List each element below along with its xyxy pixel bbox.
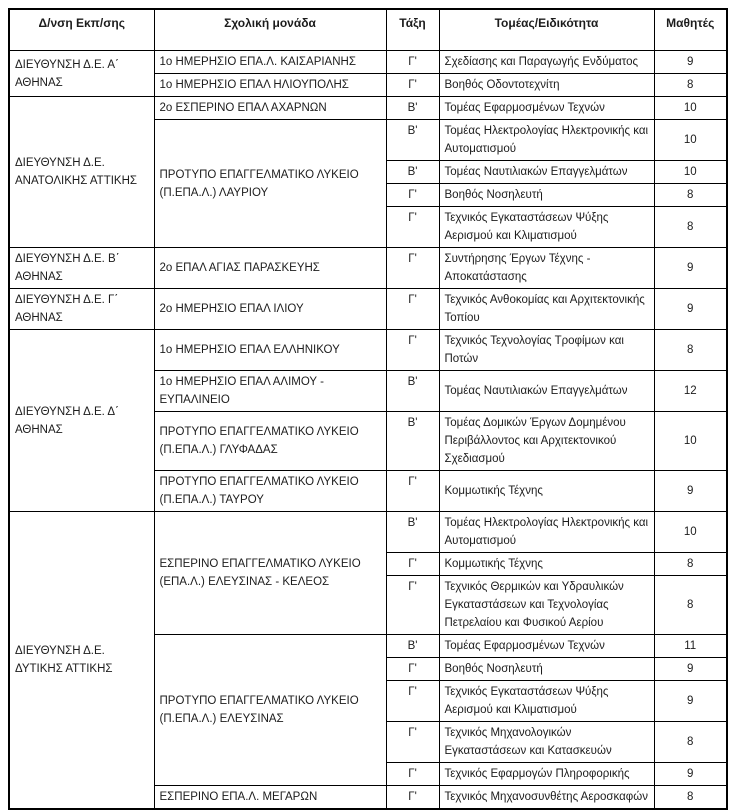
students-cell: 9 (654, 248, 727, 289)
students-cell: 8 (654, 786, 727, 810)
school-cell: 2ο ΕΣΠΕΡΙΝΟ ΕΠΑΛ ΑΧΑΡΝΩΝ (154, 97, 386, 120)
table-row (9, 97, 727, 120)
specialty-cell: Τεχνικός Μηχανοσυνθέτης Αεροσκαφών (439, 786, 654, 810)
students-cell: 10 (654, 161, 727, 184)
specialty-cell: Τομέας Ναυτιλιακών Επαγγελμάτων (439, 371, 654, 412)
header-school: Σχολική μονάδα (154, 9, 386, 51)
school-cell: ΕΣΠΕΡΙΝΟ ΕΠΑΓΓΕΛΜΑΤΙΚΟ ΛΥΚΕΙΟ (ΕΠΑ.Λ.) ΕΛΕΥΣΙΝΑΣ - ΚΕΛΕΟΣ (154, 512, 386, 635)
table-row (9, 51, 727, 74)
class-cell: Β' (386, 635, 439, 658)
class-cell: Γ' (386, 207, 439, 248)
students-cell: 8 (654, 553, 727, 576)
table-row (9, 289, 727, 330)
students-cell: 10 (654, 120, 727, 161)
specialty-cell: Τομέας Εφαρμοσμένων Τεχνών (439, 97, 654, 120)
directorate-cell: ΔΙΕΥΘΥΝΣΗ Δ.Ε. Γ΄ ΑΘΗΝΑΣ (9, 289, 154, 330)
specialty-cell: Τεχνικός Εφαρμογών Πληροφορικής (439, 763, 654, 786)
school-cell: 1ο ΗΜΕΡΗΣΙΟ ΕΠΑ.Λ. ΚΑΙΣΑΡΙΑΝΗΣ (154, 51, 386, 74)
students-cell: 8 (654, 207, 727, 248)
class-cell: Γ' (386, 74, 439, 97)
specialty-cell: Τεχνικός Μηχανολογικών Εγκαταστάσεων και Κατασκευών (439, 722, 654, 763)
class-cell: Β' (386, 512, 439, 553)
class-cell: Β' (386, 412, 439, 471)
specialty-cell: Κομμωτικής Τέχνης (439, 471, 654, 512)
specialty-cell: Τεχνικός Θερμικών και Υδραυλικών Εγκαταστάσεων και Τεχνολογίας Πετρελαίου και Φυσικού Αερίου (439, 576, 654, 635)
students-cell: 8 (654, 576, 727, 635)
specialty-cell: Τεχνικός Εγκαταστάσεων Ψύξης Αερισμού και Κλιματισμού (439, 207, 654, 248)
students-cell: 9 (654, 51, 727, 74)
class-cell: Γ' (386, 553, 439, 576)
students-cell: 10 (654, 412, 727, 471)
class-cell: Γ' (386, 289, 439, 330)
school-cell: ΠΡΟΤΥΠΟ ΕΠΑΓΓΕΛΜΑΤΙΚΟ ΛΥΚΕΙΟ (Π.ΕΠΑ.Λ.) ΓΛΥΦΑΔΑΣ (154, 412, 386, 471)
directorate-cell: ΔΙΕΥΘΥΝΣΗ Δ.Ε. Δ΄ ΑΘΗΝΑΣ (9, 330, 154, 512)
specialty-cell: Τεχνικός Ανθοκομίας και Αρχιτεκτονικής Τοπίου (439, 289, 654, 330)
class-cell: Β' (386, 97, 439, 120)
school-cell: ΠΡΟΤΥΠΟ ΕΠΑΓΓΕΛΜΑΤΙΚΟ ΛΥΚΕΙΟ (Π.ΕΠΑ.Λ.) ΤΑΥΡΟΥ (154, 471, 386, 512)
school-cell: 1ο ΗΜΕΡΗΣΙΟ ΕΠΑΛ ΗΛΙΟΥΠΟΛΗΣ (154, 74, 386, 97)
specialty-cell: Βοηθός Νοσηλευτή (439, 658, 654, 681)
specialty-cell: Τομέας Ναυτιλιακών Επαγγελμάτων (439, 161, 654, 184)
header-directorate: Δ/νση Εκπ/σης (9, 9, 154, 51)
specialty-cell: Συντήρησης Έργων Τέχνης - Αποκατάστασης (439, 248, 654, 289)
header-students: Μαθητές (654, 9, 727, 51)
specialty-cell: Τεχνικός Εγκαταστάσεων Ψύξης Αερισμού και Κλιματισμού (439, 681, 654, 722)
school-cell: 1ο ΗΜΕΡΗΣΙΟ ΕΠΑΛ ΕΛΛΗΝΙΚΟΥ (154, 330, 386, 371)
students-cell: 9 (654, 658, 727, 681)
students-cell: 9 (654, 289, 727, 330)
class-cell: Γ' (386, 576, 439, 635)
class-cell: Γ' (386, 658, 439, 681)
specialty-cell: Τομέας Ηλεκτρολογίας Ηλεκτρονικής και Αυτοματισμού (439, 120, 654, 161)
school-cell: 2ο ΕΠΑΛ ΑΓΙΑΣ ΠΑΡΑΣΚΕΥΗΣ (154, 248, 386, 289)
students-cell: 12 (654, 371, 727, 412)
class-cell: Β' (386, 371, 439, 412)
students-cell: 8 (654, 184, 727, 207)
class-cell: Γ' (386, 722, 439, 763)
students-cell: 9 (654, 471, 727, 512)
class-cell: Γ' (386, 248, 439, 289)
students-cell: 8 (654, 722, 727, 763)
directorate-cell: ΔΙΕΥΘΥΝΣΗ Δ.Ε. ΑΝΑΤΟΛΙΚΗΣ ΑΤΤΙΚΗΣ (9, 97, 154, 248)
directorate-cell: ΔΙΕΥΘΥΝΣΗ Δ.Ε. Α΄ ΑΘΗΝΑΣ (9, 51, 154, 97)
specialty-cell: Βοηθός Νοσηλευτή (439, 184, 654, 207)
directorate-cell: ΔΙΕΥΘΥΝΣΗ Δ.Ε. ΔΥΤΙΚΗΣ ΑΤΤΙΚΗΣ (9, 512, 154, 810)
school-cell: 2ο ΗΜΕΡΗΣΙΟ ΕΠΑΛ ΙΛΙΟΥ (154, 289, 386, 330)
class-cell: Γ' (386, 681, 439, 722)
students-cell: 10 (654, 512, 727, 553)
school-cell: ΕΣΠΕΡΙΝΟ ΕΠΑ.Λ. ΜΕΓΑΡΩΝ (154, 786, 386, 810)
class-cell: Γ' (386, 471, 439, 512)
students-cell: 11 (654, 635, 727, 658)
school-cell: ΠΡΟΤΥΠΟ ΕΠΑΓΓΕΛΜΑΤΙΚΟ ΛΥΚΕΙΟ (Π.ΕΠΑ.Λ.) ΛΑΥΡΙΟΥ (154, 120, 386, 248)
school-cell: 1ο ΗΜΕΡΗΣΙΟ ΕΠΑΛ ΑΛΙΜΟΥ - ΕΥΠΑΛΙΝΕΙΟ (154, 371, 386, 412)
class-cell: Β' (386, 161, 439, 184)
class-cell: Γ' (386, 51, 439, 74)
table-row (9, 248, 727, 289)
header-class: Τάξη (386, 9, 439, 51)
table-row (9, 512, 727, 553)
class-cell: Β' (386, 120, 439, 161)
table-row (9, 330, 727, 371)
class-cell: Γ' (386, 184, 439, 207)
school-cell: ΠΡΟΤΥΠΟ ΕΠΑΓΓΕΛΜΑΤΙΚΟ ΛΥΚΕΙΟ (Π.ΕΠΑ.Λ.) ΕΛΕΥΣΙΝΑΣ (154, 635, 386, 786)
specialty-cell: Σχεδίασης και Παραγωγής Ενδύματος (439, 51, 654, 74)
school-allocation-table (8, 8, 728, 810)
class-cell: Γ' (386, 786, 439, 810)
specialty-cell: Τομέας Δομικών Έργων Δομημένου Περιβάλλοντος και Αρχιτεκτονικού Σχεδιασμού (439, 412, 654, 471)
students-cell: 9 (654, 681, 727, 722)
header-specialty: Τομέας/Ειδικότητα (439, 9, 654, 51)
specialty-cell: Τομέας Εφαρμοσμένων Τεχνών (439, 635, 654, 658)
specialty-cell: Κομμωτικής Τέχνης (439, 553, 654, 576)
specialty-cell: Τομέας Ηλεκτρολογίας Ηλεκτρονικής και Αυτοματισμού (439, 512, 654, 553)
students-cell: 10 (654, 97, 727, 120)
students-cell: 9 (654, 763, 727, 786)
directorate-cell: ΔΙΕΥΘΥΝΣΗ Δ.Ε. Β΄ ΑΘΗΝΑΣ (9, 248, 154, 289)
specialty-cell: Τεχνικός Τεχνολογίας Τροφίμων και Ποτών (439, 330, 654, 371)
header-row (9, 9, 727, 51)
class-cell: Γ' (386, 330, 439, 371)
students-cell: 8 (654, 330, 727, 371)
students-cell: 8 (654, 74, 727, 97)
class-cell: Γ' (386, 763, 439, 786)
specialty-cell: Βοηθός Οδοντοτεχνίτη (439, 74, 654, 97)
